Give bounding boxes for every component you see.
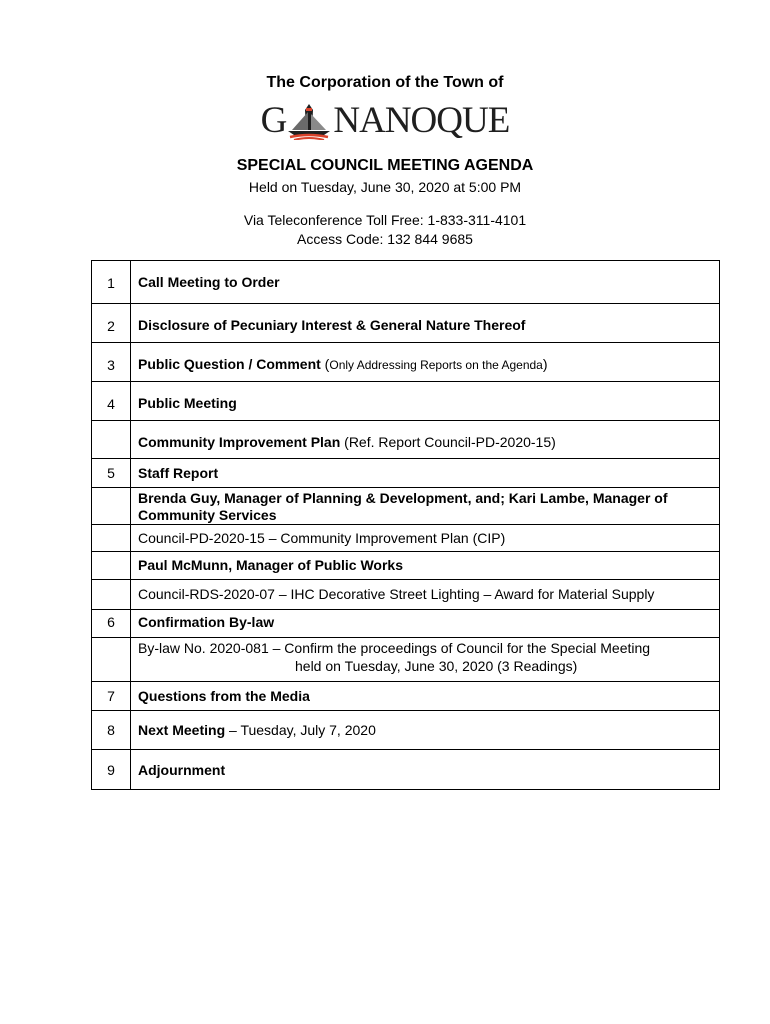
meeting-date: Held on Tuesday, June 30, 2020 at 5:00 PM (248, 179, 522, 195)
lighthouse-sailboat-icon (286, 100, 332, 140)
agenda-row (92, 382, 720, 421)
logo-letter-g: G (260, 100, 287, 141)
item-number: 8 (92, 711, 131, 750)
item-title: Adjournment (131, 750, 720, 790)
agenda-subrow (92, 638, 720, 682)
note-open: ( (320, 356, 330, 372)
empty-number-cell (92, 552, 131, 580)
item-title: Disclosure of Pecuniary Interest & General Nature Thereof (131, 304, 720, 343)
agenda-subrow (92, 580, 720, 610)
agenda-subrow (92, 488, 720, 525)
empty-number-cell (92, 525, 131, 552)
item-content (131, 711, 720, 750)
agenda-row (92, 459, 720, 488)
item-number: 7 (92, 682, 131, 711)
item-content (131, 421, 720, 459)
agenda-row (92, 261, 720, 304)
item-title: Confirmation By-law (131, 610, 720, 638)
item-title: Questions from the Media (131, 682, 720, 711)
bylaw-line: held on Tuesday, June 30, 2020 (3 Readings) (295, 658, 578, 674)
item-title: Call Meeting to Order (131, 261, 720, 304)
item-title: Public Question / Comment (138, 356, 321, 372)
town-logo (0, 100, 770, 144)
item-title: Public Meeting (131, 382, 720, 421)
agenda-row (92, 682, 720, 711)
empty-number-cell (92, 488, 131, 525)
item-number: 2 (92, 304, 131, 343)
presenter: Brenda Guy, Manager of Planning & Development, and; Kari Lambe, Manager of Community Services (131, 488, 720, 525)
access-code: Access Code: 132 844 9685 (297, 231, 473, 247)
subitem-reference: (Ref. Report Council-PD-2020-15) (340, 434, 556, 450)
bylaw-text (131, 638, 720, 682)
item-number: 1 (92, 261, 131, 304)
report: Council-PD-2020-15 – Community Improvement Plan (CIP) (131, 525, 720, 552)
agenda-subrow (92, 421, 720, 459)
item-number: 9 (92, 750, 131, 790)
agenda-subrow (92, 552, 720, 580)
item-number: 4 (92, 382, 131, 421)
presenter: Paul McMunn, Manager of Public Works (131, 552, 720, 580)
teleconference-number: Via Teleconference Toll Free: 1-833-311-4101 (243, 212, 527, 228)
item-number: 6 (92, 610, 131, 638)
empty-number-cell (92, 421, 131, 459)
item-title: Staff Report (131, 459, 720, 488)
agenda-row (92, 610, 720, 638)
agenda-subrow (92, 525, 720, 552)
item-title: Next Meeting (138, 722, 226, 738)
corporation-heading: The Corporation of the Town of (266, 74, 504, 91)
item-number: 3 (92, 343, 131, 382)
item-content (131, 343, 720, 382)
empty-number-cell (92, 580, 131, 610)
report: Council-RDS-2020-07 – IHC Decorative Street Lighting – Award for Material Supply (131, 580, 720, 610)
empty-number-cell (92, 638, 131, 682)
meeting-title: SPECIAL COUNCIL MEETING AGENDA (236, 157, 534, 174)
item-note: Only Addressing Reports on the Agenda (329, 358, 543, 372)
agenda-row (92, 304, 720, 343)
subitem-title: Community Improvement Plan (138, 434, 341, 450)
note-close: ) (542, 356, 548, 372)
item-detail: – Tuesday, July 7, 2020 (225, 722, 376, 738)
logo-wordmark: NANOQUE (333, 100, 510, 141)
agenda-row (92, 750, 720, 790)
bylaw-line: By-law No. 2020-081 – Confirm the proceedings of Council for the Special Meeting (138, 640, 651, 656)
agenda-table (91, 260, 720, 790)
agenda-row (92, 343, 720, 382)
item-number: 5 (92, 459, 131, 488)
agenda-row (92, 711, 720, 750)
